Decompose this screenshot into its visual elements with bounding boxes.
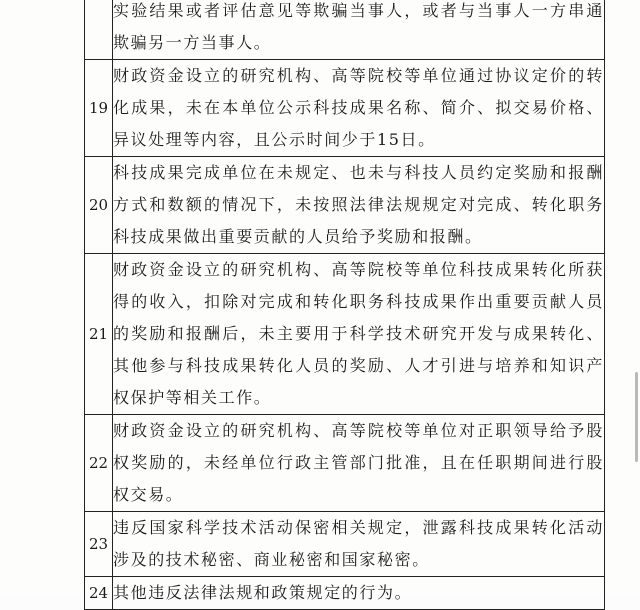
row-number: 23 xyxy=(85,512,113,577)
row-number: 24 xyxy=(85,577,113,610)
table-row xyxy=(85,157,605,254)
row-text: 财政资金设立的研究机构、高等院校等单位科技成果转化所获得的收入，扣除对完成和转化职务科技成果作出重要贡献人员的奖励和报酬后，未主要用于科学技术研究开发与成果转化、其他参与科技成果转化人员的奖励、人才引进与培养和知识产权保护等相关工作。 xyxy=(113,254,605,415)
table-row xyxy=(85,60,605,157)
row-text: 财政资金设立的研究机构、高等院校等单位对正职领导给予股权奖励的，未经单位行政主管部门批准，且在任职期间进行股权交易。 xyxy=(113,415,605,512)
table-row xyxy=(85,254,605,415)
row-number xyxy=(85,0,113,60)
row-number: 19 xyxy=(85,60,113,157)
row-text: 违反国家科学技术活动保密相关规定，泄露科技成果转化活动涉及的技术秘密、商业秘密和国家秘密。 xyxy=(113,512,605,577)
table-row xyxy=(85,577,605,610)
violations-table xyxy=(84,0,605,610)
table-row xyxy=(85,0,605,60)
row-number: 21 xyxy=(85,254,113,415)
row-text: 实验结果或者评估意见等欺骗当事人，或者与当事人一方串通欺骗另一方当事人。 xyxy=(113,0,605,60)
row-text: 其他违反法律法规和政策规定的行为。 xyxy=(113,577,605,610)
table-row xyxy=(85,512,605,577)
row-number: 20 xyxy=(85,157,113,254)
row-text: 财政资金设立的研究机构、高等院校等单位通过协议定价的转化成果，未在本单位公示科技成果名称、简介、拟交易价格、异议处理等内容，且公示时间少于15日。 xyxy=(113,60,605,157)
table-row xyxy=(85,415,605,512)
row-text: 科技成果完成单位在未规定、也未与科技人员约定奖励和报酬方式和数额的情况下，未按照法律法规规定对完成、转化职务科技成果做出重要贡献的人员给予奖励和报酬。 xyxy=(113,157,605,254)
vertical-scrollbar[interactable] xyxy=(635,372,638,462)
row-number: 22 xyxy=(85,415,113,512)
